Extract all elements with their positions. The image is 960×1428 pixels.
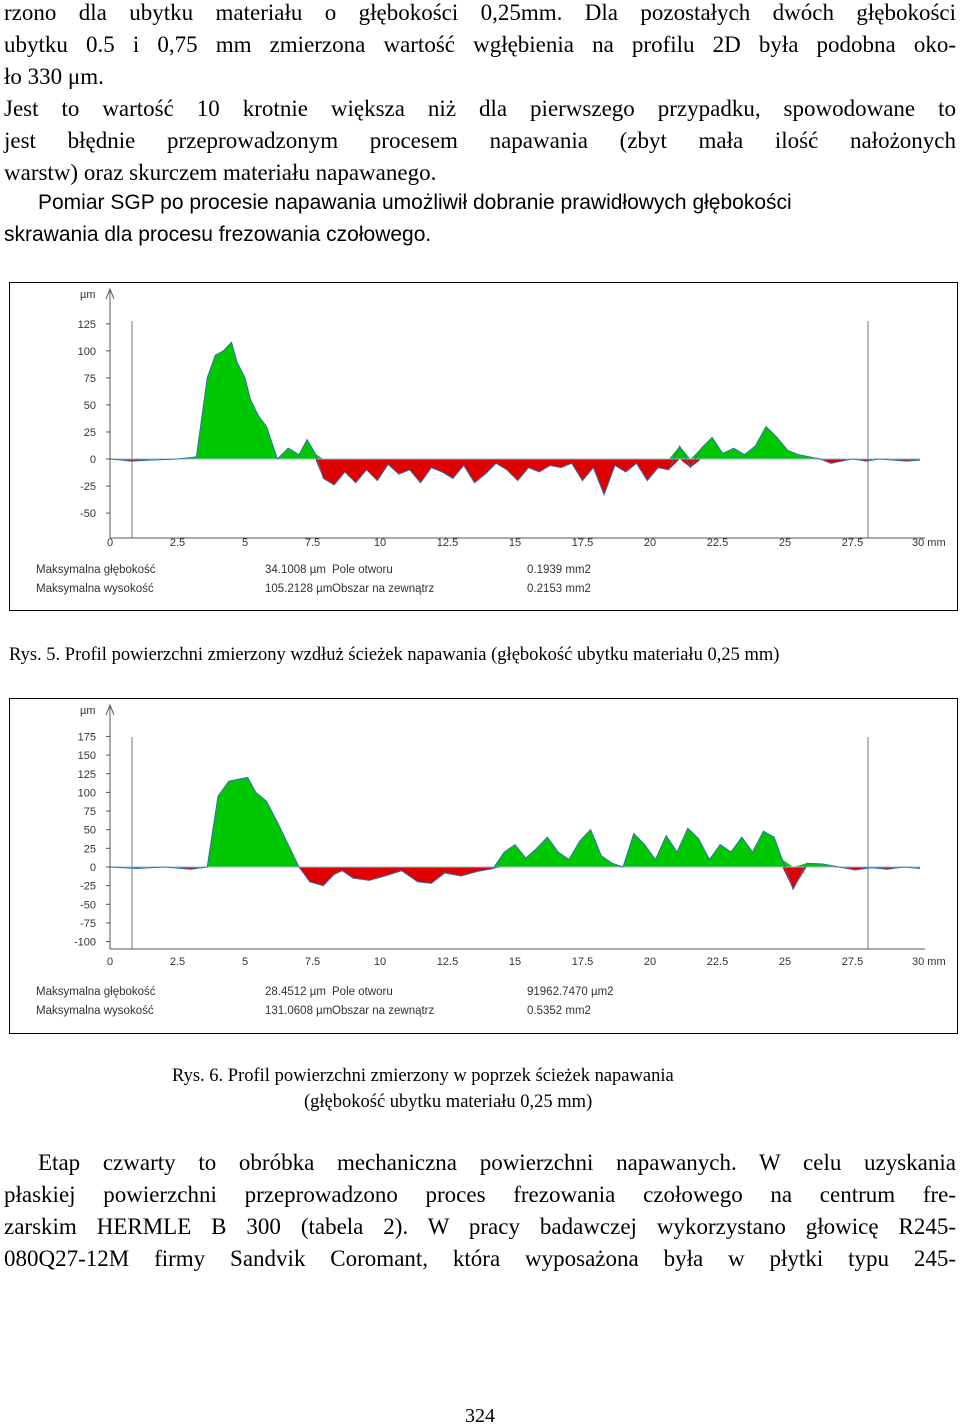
caption-rys5: Rys. 5. Profil powierzchni zmierzony wzdłuż ścieżek napawania (głębokość ubytku materiału 0,25 mm) xyxy=(9,645,780,665)
y-tick-label: 75 xyxy=(83,372,96,385)
x-tick-label: 30 mm xyxy=(912,956,946,968)
stat-value: 0.1939 mm2 xyxy=(527,564,591,576)
text-line: jest błędnie przeprowadzonym procesem napawania (zbyt mała ilość nałożonych xyxy=(4,128,956,153)
y-tick-label: 125 xyxy=(77,768,96,781)
stat-label: Maksymalna głębokość xyxy=(36,986,156,998)
y-tick-label: 0 xyxy=(89,862,96,874)
figure-rys5 xyxy=(9,282,958,611)
x-tick-label: 2.5 xyxy=(169,956,186,968)
x-tick-label: 22.5 xyxy=(706,956,729,968)
y-axis-unit-label: µm xyxy=(80,289,96,301)
y-tick-label: 125 xyxy=(77,318,96,331)
x-tick-label: 7.5 xyxy=(304,956,321,968)
text-line: płaskiej powierzchni przeprowadzono proces frezowania czołowego na centrum fre- xyxy=(4,1182,956,1207)
x-tick-label: 15 xyxy=(508,537,522,549)
stat-value: 105.2128 µm xyxy=(265,583,333,595)
y-tick-label: 25 xyxy=(83,843,96,856)
text-line: 080Q27-12M firmy Sandvik Coromant, która wyposażona była w płytki typu 245- xyxy=(4,1246,956,1271)
caption-rys6-line2: (głębokość ubytku materiału 0,25 mm) xyxy=(304,1092,593,1112)
y-tick-label: -75 xyxy=(80,917,96,930)
stat-value: 28.4512 µm xyxy=(265,986,326,998)
x-tick-label: 27.5 xyxy=(841,537,864,549)
x-tick-label: 12.5 xyxy=(436,956,459,968)
stat-label: Obszar na zewnątrz xyxy=(332,1005,435,1017)
y-tick-label: 100 xyxy=(77,787,96,800)
stat-label: Maksymalna wysokość xyxy=(36,583,154,595)
stat-label: Maksymalna wysokość xyxy=(36,1005,154,1017)
stat-label: Obszar na zewnątrz xyxy=(332,583,435,595)
x-tick-label: 25 xyxy=(778,956,792,968)
stat-value: 0.2153 mm2 xyxy=(527,583,591,595)
x-tick-label: 0 xyxy=(106,956,114,968)
x-tick-label: 12.5 xyxy=(436,537,459,549)
y-tick-label: -100 xyxy=(73,936,96,949)
x-tick-label: 20 xyxy=(643,956,657,968)
y-axis-unit-label: µm xyxy=(80,705,96,717)
stat-value: 131.0608 µm xyxy=(265,1005,333,1017)
y-tick-label: 50 xyxy=(83,399,96,412)
x-tick-label: 27.5 xyxy=(841,956,864,968)
text-line: ubytku 0.5 i 0,75 mm zmierzona wartość wgłębienia na profilu 2D była podobna oko- xyxy=(4,32,956,57)
text-line: zarskim HERMLE B 300 (tabela 2). W pracy badawczej wykorzystano głowicę R245- xyxy=(4,1214,956,1239)
y-tick-label: 100 xyxy=(77,345,96,358)
x-tick-label: 17.5 xyxy=(571,537,594,549)
y-tick-label: -50 xyxy=(80,899,96,912)
stat-label: Pole otworu xyxy=(332,564,393,576)
figure-rys6 xyxy=(9,698,958,1034)
profile-peak-area xyxy=(110,777,920,867)
x-tick-label: 25 xyxy=(778,537,792,549)
x-tick-label: 17.5 xyxy=(571,956,594,968)
x-tick-label: 0 xyxy=(106,537,114,549)
y-tick-label: 150 xyxy=(77,750,96,763)
text-line: Etap czwarty to obróbka mechaniczna powierzchni napawanych. W celu uzyskania xyxy=(38,1150,956,1175)
x-tick-label: 20 xyxy=(643,537,657,549)
y-tick-label: 175 xyxy=(77,731,96,744)
stat-label: Pole otworu xyxy=(332,986,393,998)
x-tick-label: 7.5 xyxy=(304,537,321,549)
x-tick-label: 30 mm xyxy=(912,537,946,549)
y-tick-label: -50 xyxy=(80,508,96,521)
x-tick-label: 5 xyxy=(241,956,249,968)
x-tick-label: 10 xyxy=(373,956,387,968)
text-line: skrawania dla procesu frezowania czołowego. xyxy=(4,223,432,246)
profile-peak-area xyxy=(110,342,920,459)
stat-label: Maksymalna głębokość xyxy=(36,564,156,576)
x-tick-label: 5 xyxy=(241,537,249,549)
x-tick-label: 2.5 xyxy=(169,537,186,549)
profile-valley-area xyxy=(110,459,920,495)
x-tick-label: 22.5 xyxy=(706,537,729,549)
y-tick-label: 0 xyxy=(89,454,96,466)
stat-value: 91962.7470 µm2 xyxy=(527,986,614,998)
sgp-paragraph xyxy=(4,187,956,251)
y-tick-label: -25 xyxy=(80,880,96,893)
text-line: rzono dla ubytku materiału o głębokości 0,25mm. Dla pozostałych dwóch głębokości xyxy=(4,0,956,25)
profile-chart-rys6 xyxy=(10,699,957,1033)
x-tick-label: 10 xyxy=(373,537,387,549)
text-line: Jest to wartość 10 krotnie większa niż dla pierwszego przypadku, spowodowane to xyxy=(4,96,956,121)
y-tick-label: -25 xyxy=(80,481,96,494)
intro-paragraph xyxy=(4,0,956,189)
x-tick-label: 15 xyxy=(508,956,522,968)
stat-value: 34.1008 µm xyxy=(265,564,326,576)
y-tick-label: 50 xyxy=(83,824,96,837)
stat-value: 0.5352 mm2 xyxy=(527,1005,591,1017)
caption-rys6-line1: Rys. 6. Profil powierzchni zmierzony w poprzek ścieżek napawania xyxy=(172,1066,674,1086)
text-line: ło 330 μm. xyxy=(4,64,104,89)
y-tick-label: 75 xyxy=(83,806,96,819)
text-line: Pomiar SGP po procesie napawania umożliwił dobranie prawidłowych głębokości xyxy=(38,191,792,214)
page-number: 324 xyxy=(465,1405,495,1427)
profile-chart-rys5 xyxy=(10,283,957,610)
text-line: warstw) oraz skurczem materiału napawanego. xyxy=(4,160,437,185)
final-paragraph xyxy=(4,1147,956,1275)
y-tick-label: 25 xyxy=(83,426,96,439)
